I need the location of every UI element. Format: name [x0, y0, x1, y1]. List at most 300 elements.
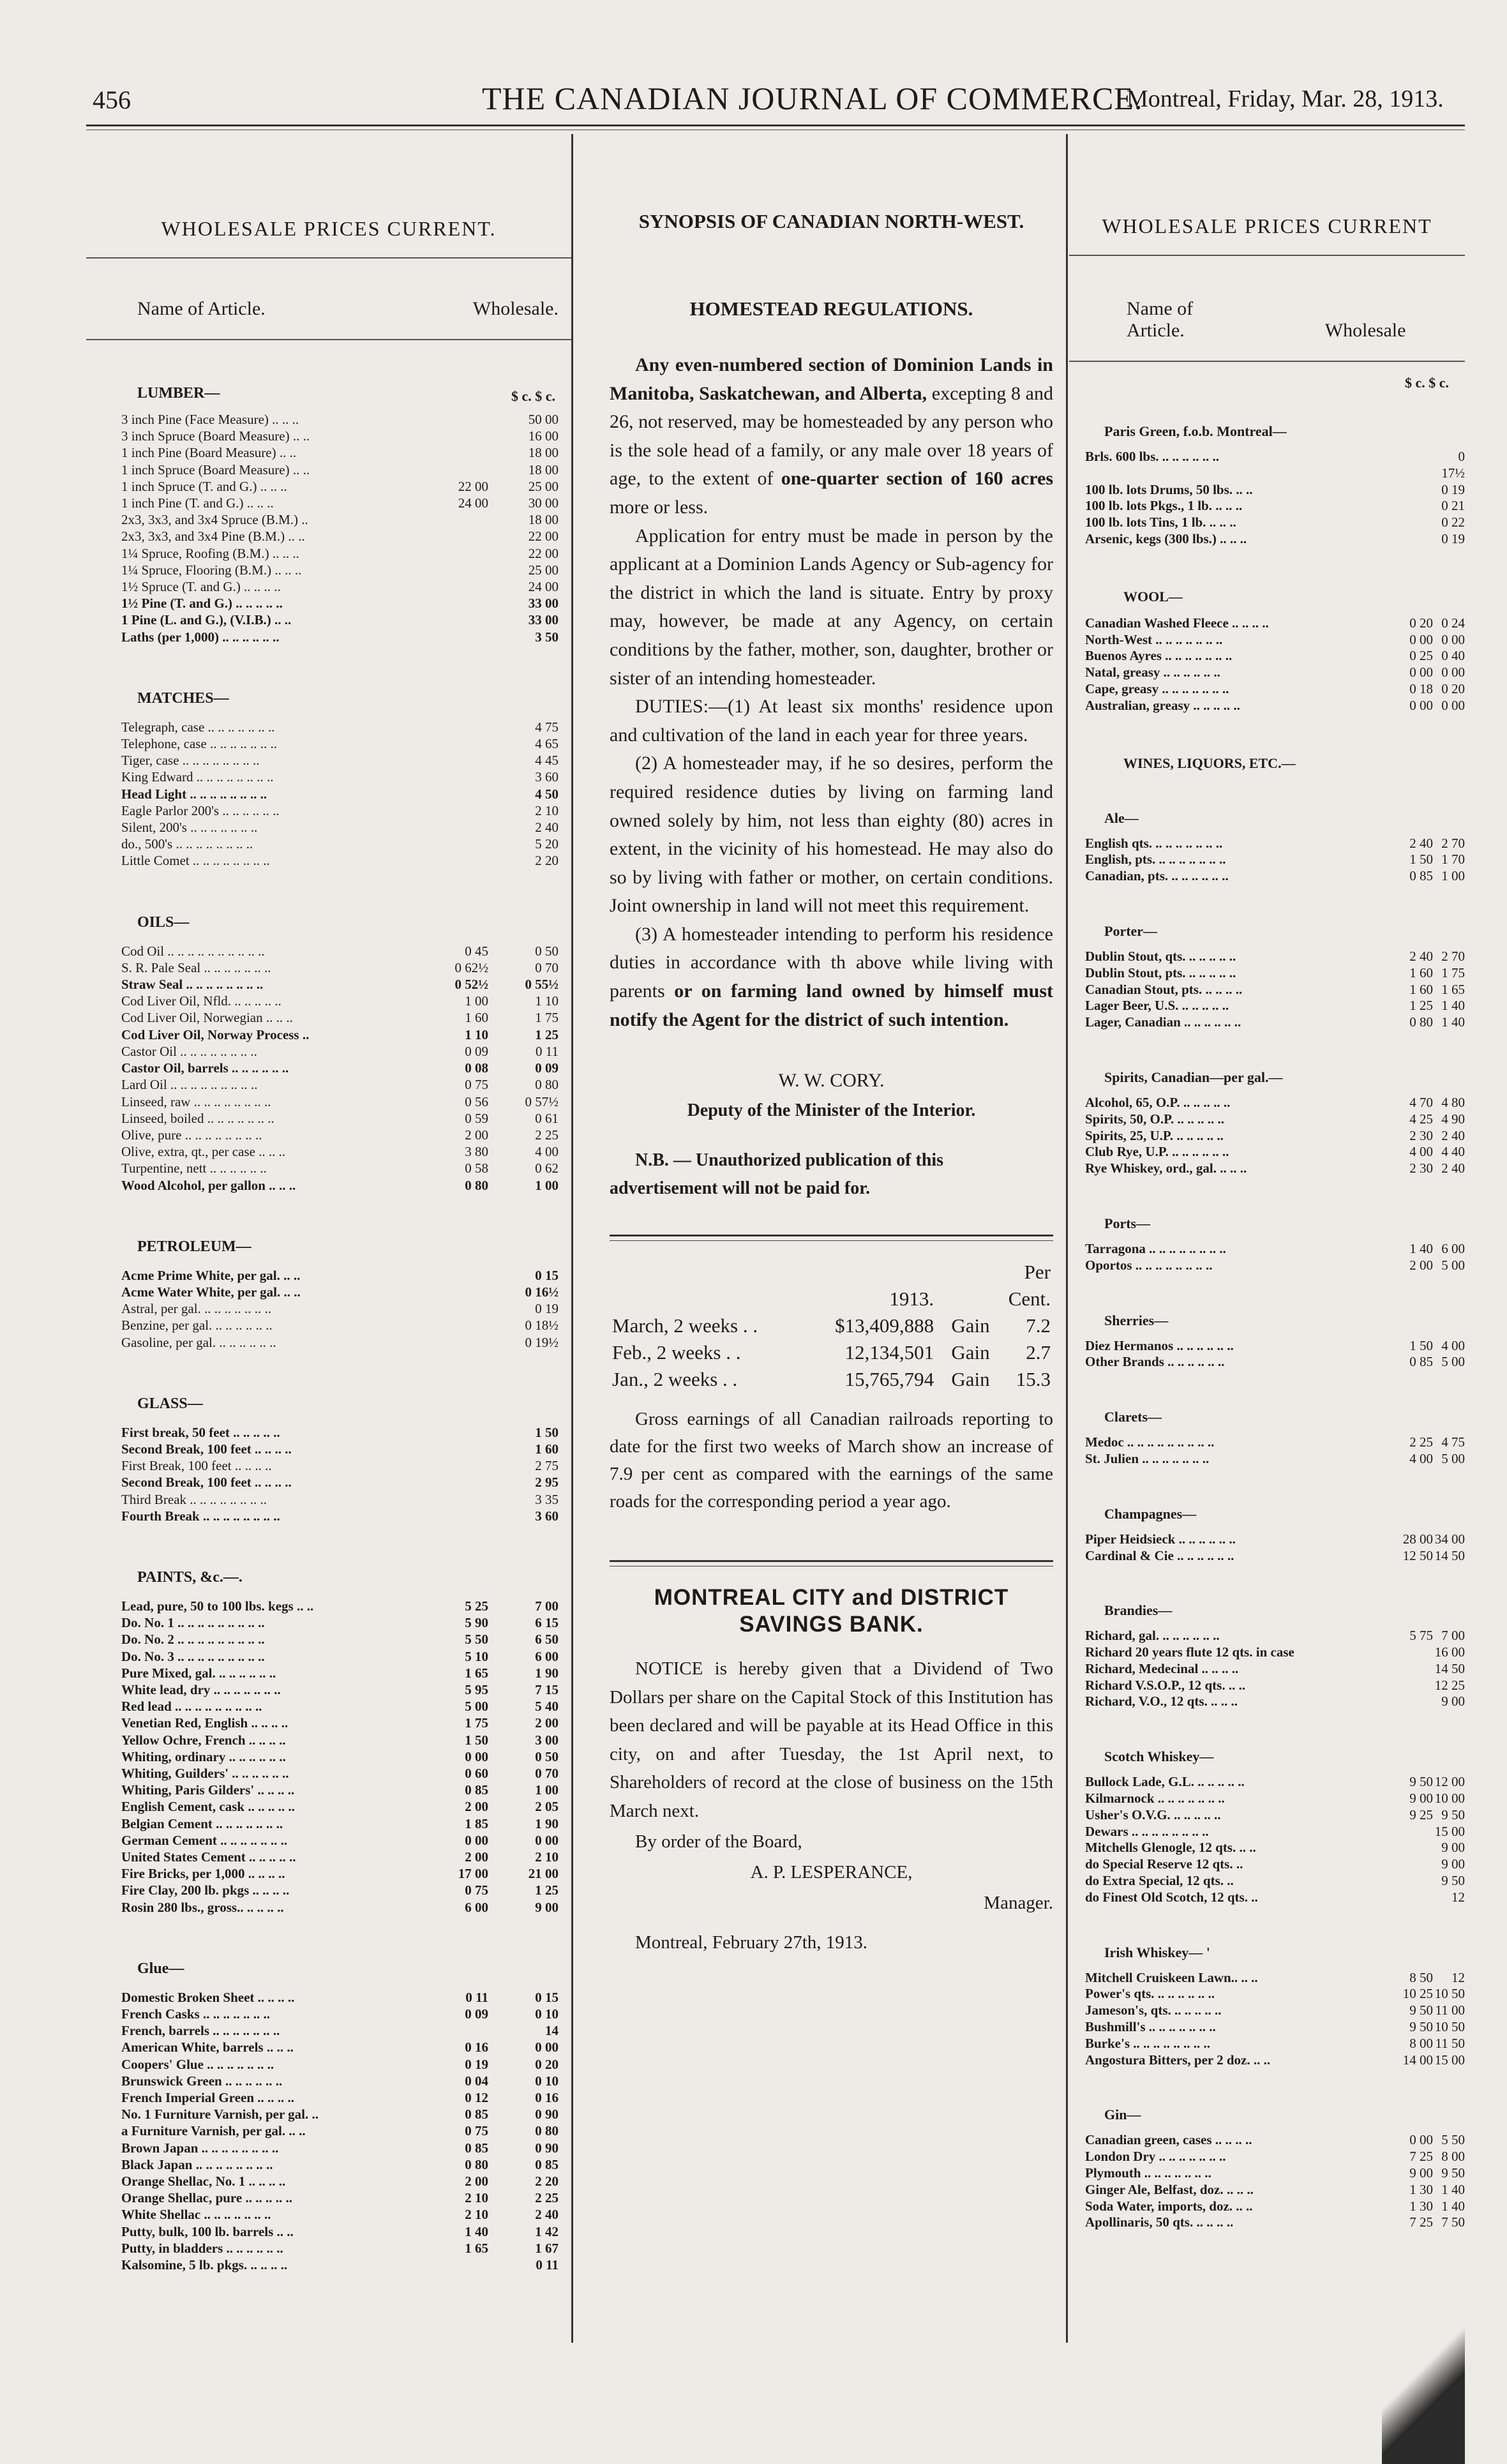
article-name: Whiting, Guilders' .. .. .. .. .. .. — [121, 1765, 289, 1781]
article-name: Richard, V.O., 12 qts. .. .. .. — [1085, 1694, 1238, 1709]
price-value: 0 10 — [535, 2006, 559, 2022]
signer-name: A. P. LESPERANCE, — [750, 1862, 913, 1883]
price-value — [418, 411, 488, 428]
price-value: 0 17½ — [1441, 449, 1465, 481]
right-price-row — [1085, 1014, 1465, 1031]
article-name: Olive, pure .. .. .. .. .. .. .. .. — [121, 1127, 262, 1143]
article-name: Cod Oil .. .. .. .. .. .. .. .. .. .. — [121, 943, 265, 959]
price-value — [1388, 1856, 1433, 1873]
price-value — [418, 612, 488, 628]
article-name: Canadian, pts. .. .. .. .. .. .. — [1085, 868, 1229, 884]
article-name: English qts. .. .. .. .. .. .. .. — [1085, 835, 1223, 851]
article-name: 3 inch Spruce (Board Measure) .. .. — [121, 428, 310, 444]
article-name: Castor Oil, barrels .. .. .. .. .. .. — [121, 1060, 289, 1076]
nb-notice: N.B. — Unauthorized publication of this advertisement will not be paid for. — [610, 1150, 944, 1199]
price-row — [121, 943, 559, 959]
price-row — [121, 1865, 559, 1882]
price-value: 1 40 — [1441, 2181, 1465, 2197]
article-name: do Special Reserve 12 qts. .. — [1085, 1856, 1243, 1872]
article-name: French Imperial Green .. .. .. .. — [121, 2090, 295, 2106]
price-value: 1 60 — [1409, 965, 1433, 980]
article-name: Canadian green, cases .. .. .. .. — [1085, 2132, 1252, 2148]
article-name: 3 inch Pine (Face Measure) .. .. .. — [121, 412, 299, 427]
price-row — [121, 1284, 559, 1300]
price-value: 0 18 — [1409, 680, 1433, 696]
left-section-title: MATCHES— — [137, 689, 229, 707]
price-value: 0 85 — [1409, 868, 1433, 884]
price-value — [418, 562, 488, 578]
article-name: Mitchell Cruiskeen Lawn.. .. .. — [1085, 1969, 1258, 1985]
right-price-row — [1085, 852, 1465, 868]
article-name: No. 1 Furniture Varnish, per gal. .. — [121, 2107, 319, 2122]
right-price-row — [1085, 1970, 1465, 1987]
earnings-cell: March, 2 weeks . . — [612, 1314, 758, 1337]
price-row — [121, 2122, 559, 2139]
article-name: Laths (per 1,000) .. .. .. .. .. .. — [121, 629, 280, 645]
price-value: 0 00 — [535, 1832, 559, 1848]
price-row — [121, 2240, 559, 2257]
right-price-row — [1085, 1241, 1465, 1258]
price-value — [418, 819, 488, 836]
price-row — [121, 2006, 559, 2022]
price-list — [86, 1598, 571, 1916]
header-rule — [86, 124, 1465, 126]
price-value: 0 19 — [1441, 481, 1465, 497]
right-subheading-rule — [1069, 361, 1465, 362]
board-order: By order of the Board, — [635, 1831, 802, 1852]
price-value: 0 19 — [465, 2056, 488, 2072]
price-value: 1 90 — [535, 1665, 559, 1681]
price-value: 4 00 — [1409, 1450, 1433, 1466]
signature-title: Deputy of the Minister of the Interior. — [687, 1101, 976, 1121]
earn-head-cent: Cent. — [1008, 1288, 1051, 1311]
homestead-subtitle: HOMESTEAD REGULATIONS. — [689, 297, 973, 320]
right-price-row — [1085, 982, 1465, 998]
price-value: 3 60 — [535, 769, 559, 785]
price-value: 1 30 — [1409, 2198, 1433, 2214]
price-value: 12 — [1451, 1889, 1465, 1905]
price-row — [121, 2140, 559, 2156]
price-value — [418, 1284, 488, 1300]
article-name: Castor Oil .. .. .. .. .. .. .. .. — [121, 1043, 257, 1059]
earn-head-year: 1913. — [889, 1288, 934, 1311]
price-value: 0 20 — [1441, 680, 1465, 696]
price-row — [121, 2039, 559, 2055]
article-name: Fire Clay, 200 lb. pkgs .. .. .. .. — [121, 1882, 290, 1898]
price-value: 0 00 — [465, 1748, 488, 1764]
column-divider-left — [571, 134, 573, 2343]
price-value: 0 16½ — [525, 1284, 559, 1300]
price-value: 1 75 — [535, 1010, 559, 1026]
right-price-row — [1085, 2132, 1465, 2149]
price-row — [121, 719, 559, 735]
price-row — [121, 1267, 559, 1284]
bank-notice-date: Montreal, February 27th, 1913. — [635, 1932, 868, 1953]
price-value: 2 70 — [1441, 948, 1465, 964]
price-value: 0 75 — [465, 2123, 488, 2139]
article-name: Fire Bricks, per 1,000 .. .. .. .. — [121, 1866, 285, 1882]
price-value: 33 00 — [528, 596, 559, 612]
price-value: 0 85 — [465, 1782, 488, 1798]
price-row — [121, 1127, 559, 1143]
price-value: 1 40 — [1441, 998, 1465, 1014]
article-name: German Cement .. .. .. .. .. .. .. — [121, 1832, 288, 1848]
price-value: 2 20 — [535, 2174, 559, 2190]
price-value: 0 80 — [465, 1177, 488, 1193]
article-name: Bushmill's .. .. .. .. .. .. .. — [1085, 2019, 1216, 2035]
article-name: United States Cement .. .. .. .. .. — [121, 1849, 296, 1865]
article-name: Acme Water White, per gal. .. .. — [121, 1284, 301, 1300]
right-price-row — [1085, 998, 1465, 1014]
signer-title: Manager. — [984, 1893, 1053, 1914]
price-value: 7 25 — [1409, 2214, 1433, 2230]
article-name: North-West .. .. .. .. .. .. .. — [1085, 631, 1223, 647]
article-name: St. Julien .. .. .. .. .. .. .. — [1085, 1450, 1210, 1466]
homestead-duties: DUTIES:—(1) At least six months' residence upon and cultivation of the land in each year for three years. — [610, 696, 1053, 746]
unit-header: $ c. $ c. — [511, 388, 555, 404]
article-name: 1½ Spruce (T. and G.) .. .. .. .. — [121, 579, 281, 595]
price-row — [121, 1143, 559, 1160]
price-row — [121, 1665, 559, 1681]
right-price-row — [1085, 2214, 1465, 2231]
price-row — [121, 735, 559, 752]
price-value: 0 61 — [535, 1110, 559, 1126]
price-value: 1 10 — [535, 993, 559, 1009]
price-value: 0 62½ — [454, 959, 488, 975]
price-row — [121, 769, 559, 785]
price-row — [121, 528, 559, 545]
price-value: 18 00 — [528, 512, 559, 528]
right-price-row — [1085, 1434, 1465, 1451]
price-value: 4 45 — [535, 753, 559, 769]
price-value: 14 — [545, 2023, 559, 2039]
right-price-row — [1085, 1840, 1465, 1856]
article-name: do., 500's .. .. .. .. .. .. .. .. — [121, 836, 253, 852]
price-value: 7 25 — [1409, 2149, 1433, 2165]
price-value: 0 00 — [1409, 2132, 1433, 2148]
earnings-table — [610, 1259, 1053, 1393]
article-name: Brown Japan .. .. .. .. .. .. .. .. — [121, 2140, 279, 2156]
right-price-row — [1085, 1986, 1465, 2002]
price-value: 9 00 — [1409, 1791, 1433, 1807]
article-name: Oportos .. .. .. .. .. .. .. .. — [1085, 1257, 1213, 1273]
price-value: 24 00 — [528, 579, 559, 595]
article-name: Arsenic, kegs (300 lbs.) .. .. .. — [1085, 530, 1247, 546]
article-name: Orange Shellac, pure .. .. .. .. .. — [121, 2190, 292, 2206]
right-price-row — [1085, 965, 1465, 982]
article-name: Rye Whiskey, ord., gal. .. .. .. — [1085, 1161, 1247, 1176]
price-value: 0 18½ — [525, 1318, 559, 1333]
article-name: Spirits, 25, U.P. .. .. .. .. .. — [1085, 1127, 1224, 1143]
article-name: Tarragona .. .. .. .. .. .. .. .. — [1085, 1240, 1226, 1256]
price-value: 5 10 — [465, 1648, 488, 1664]
price-value — [1388, 482, 1433, 499]
price-value: 22 00 — [528, 545, 559, 561]
price-value: 2 10 — [465, 2190, 488, 2206]
price-value: 1 40 — [1409, 1240, 1433, 1256]
price-value: 0 56 — [465, 1093, 488, 1109]
price-value: 2 00 — [465, 2174, 488, 2190]
price-value — [418, 578, 488, 595]
price-value: 0 15 — [535, 1267, 559, 1283]
price-value: 0 55½ — [525, 977, 559, 993]
price-value: 2 40 — [535, 2207, 559, 2223]
price-value: 0 45 — [465, 943, 488, 959]
price-value: 9 00 — [1441, 1694, 1465, 1709]
article-name: 1¼ Spruce, Flooring (B.M.) .. .. .. — [121, 562, 302, 578]
price-row — [121, 595, 559, 612]
price-row — [121, 2257, 559, 2273]
price-row — [121, 1317, 559, 1333]
price-value: 5 90 — [465, 1615, 488, 1631]
price-row — [121, 2173, 559, 2190]
right-price-row — [1085, 1161, 1465, 1177]
price-row — [121, 1009, 559, 1026]
price-value: 9 00 — [1441, 1856, 1465, 1872]
article-name: Ginger Ale, Belfast, doz. .. .. .. — [1085, 2181, 1254, 2197]
article-name: Richard, Medecinal .. .. .. .. — [1085, 1660, 1239, 1676]
earnings-cell: 12,134,501 — [844, 1341, 934, 1364]
price-value: 12 25 — [1434, 1677, 1465, 1693]
price-row — [121, 1882, 559, 1898]
price-row — [121, 1698, 559, 1715]
earnings-cell: 7.2 — [1026, 1314, 1051, 1337]
right-price-row — [1085, 665, 1465, 681]
price-value: 7 00 — [1441, 1628, 1465, 1644]
article-name: Australian, greasy .. .. .. .. .. — [1085, 697, 1240, 713]
price-value: 1 65 — [465, 1665, 488, 1681]
price-value: 5 95 — [465, 1681, 488, 1697]
price-row — [121, 511, 559, 528]
price-row — [121, 444, 559, 461]
article-name: do Extra Special, 12 qts. .. — [1085, 1873, 1234, 1889]
earnings-cell: Gain — [951, 1341, 990, 1364]
price-value: 24 00 — [458, 495, 488, 511]
price-row — [121, 959, 559, 976]
right-price-row — [1085, 1095, 1465, 1111]
article-name: Lager, Canadian .. .. .. .. .. .. — [1085, 1014, 1241, 1030]
price-row — [121, 976, 559, 993]
right-group-title: WINES, LIQUORS, ETC.— — [1123, 755, 1296, 771]
price-value: 22 00 — [458, 478, 488, 494]
price-row — [121, 1026, 559, 1043]
price-value — [1388, 1661, 1433, 1678]
price-value: 5 40 — [535, 1699, 559, 1715]
earnings-cell: Gain — [951, 1314, 990, 1337]
price-value: 2 40 — [535, 820, 559, 836]
article-name: French, barrels .. .. .. .. .. .. .. — [121, 2023, 280, 2039]
right-group-title: Clarets— — [1104, 1409, 1162, 1425]
price-value: 25 00 — [528, 478, 559, 494]
price-value: 6 50 — [535, 1632, 559, 1648]
right-price-row — [1085, 1889, 1465, 1906]
price-value — [418, 735, 488, 752]
article-name: Do. No. 1 .. .. .. .. .. .. .. .. .. — [121, 1615, 265, 1631]
price-value: 5 50 — [465, 1632, 488, 1648]
article-name: First break, 50 feet .. .. .. .. .. — [121, 1424, 280, 1440]
price-value: 28 00 — [1402, 1531, 1433, 1547]
article-name: English, pts. .. .. .. .. .. .. .. — [1085, 852, 1226, 868]
right-price-row — [1085, 868, 1465, 885]
right-price-row — [1085, 498, 1465, 515]
article-name: Kilmarnock .. .. .. .. .. .. .. — [1085, 1791, 1225, 1807]
price-value: 1 75 — [1441, 965, 1465, 980]
price-value: 50 00 — [528, 412, 559, 427]
price-value: 4 80 — [1441, 1094, 1465, 1110]
right-price-row — [1085, 449, 1465, 482]
left-section-title: GLASS— — [137, 1395, 203, 1412]
price-value: 9 50 — [1409, 1774, 1433, 1790]
price-value: 6 15 — [535, 1615, 559, 1631]
price-value: 0 20 — [535, 2056, 559, 2072]
price-value: 30 00 — [528, 495, 559, 511]
article-name: Venetian Red, English .. .. .. .. — [121, 1715, 289, 1731]
price-row — [121, 562, 559, 578]
price-value: 14 50 — [1434, 1660, 1465, 1676]
price-row — [121, 1334, 559, 1351]
price-row — [121, 786, 559, 802]
article-name: Cod Liver Oil, Nfld. .. .. .. .. .. — [121, 993, 281, 1009]
price-value: 1 70 — [1441, 852, 1465, 868]
price-value: 0 90 — [535, 2140, 559, 2156]
earnings-cell: 15,765,794 — [844, 1368, 934, 1391]
article-name: White Shellac .. .. .. .. .. .. .. — [121, 2207, 271, 2223]
price-value: 0 80 — [535, 1077, 559, 1093]
article-name: 2x3, 3x3, and 3x4 Spruce (B.M.) .. — [121, 512, 308, 528]
article-name: Acme Prime White, per gal. .. .. — [121, 1267, 301, 1283]
homestead-paragraph-1: Any even-numbered section of Dominion Lands in Manitoba, Saskatchewan, and Alberta, excepting 8 and 26, not reserved, may be homesteaded by any person who is the sole head of a family, or any male over 18 years of age, to the extent of one-quarter section of 160 acres more or less. — [610, 354, 1054, 518]
price-value: 0 85 — [465, 2140, 488, 2156]
right-price-row — [1085, 1111, 1465, 1128]
price-value: 0 21 — [1441, 498, 1465, 514]
price-value: 2 30 — [1409, 1161, 1433, 1176]
article-name: Burke's .. .. .. .. .. .. .. .. — [1085, 2035, 1211, 2051]
price-value — [418, 511, 488, 528]
price-value: 5 00 — [1441, 1257, 1465, 1273]
price-row — [121, 612, 559, 628]
right-group-title: Gin— — [1104, 2107, 1141, 2123]
price-value — [418, 836, 488, 852]
price-row — [121, 1177, 559, 1194]
right-price-row — [1085, 2019, 1465, 2036]
price-value — [418, 1300, 488, 1317]
right-price-row — [1085, 515, 1465, 531]
price-row — [121, 1160, 559, 1176]
article-name: Belgian Cement .. .. .. .. .. .. .. — [121, 1815, 283, 1831]
price-value: 9 50 — [1409, 2002, 1433, 2018]
price-value: 15 00 — [1434, 2052, 1465, 2068]
article-name: Dublin Stout, pts. .. .. .. .. .. — [1085, 965, 1236, 980]
price-value: 3 60 — [535, 1508, 559, 1524]
price-value — [1388, 498, 1433, 515]
right-column-headers — [1069, 298, 1465, 342]
left-section-title: PETROLEUM— — [137, 1238, 251, 1255]
earnings-cell: Gain — [951, 1368, 990, 1391]
price-value: 0 40 — [1441, 648, 1465, 664]
article-name: Eagle Parlor 200's .. .. .. .. .. .. — [121, 802, 280, 818]
article-name: Whiting, Paris Gilders' .. .. .. .. — [121, 1782, 295, 1798]
price-row — [121, 2089, 559, 2106]
article-name: Angostura Bitters, per 2 doz. .. .. — [1085, 2052, 1271, 2068]
article-name: Telegraph, case .. .. .. .. .. .. .. — [121, 719, 275, 735]
price-row — [121, 1441, 559, 1457]
price-value — [418, 852, 488, 869]
price-value — [1388, 1873, 1433, 1889]
price-value: 0 50 — [535, 1748, 559, 1764]
price-value: 2 70 — [1441, 835, 1465, 851]
price-value: 7 50 — [1441, 2214, 1465, 2230]
article-name: 1 inch Pine (T. and G.) .. .. .. — [121, 495, 274, 511]
price-value: 14 00 — [1402, 2052, 1433, 2068]
right-price-row — [1085, 1628, 1465, 1644]
right-group-title: Sherries— — [1104, 1312, 1169, 1328]
article-name: Piper Heidsieck .. .. .. .. .. .. — [1085, 1531, 1236, 1547]
article-name: Telephone, case .. .. .. .. .. .. .. — [121, 736, 278, 752]
middle-column — [574, 134, 1066, 1957]
price-value: 1 50 — [535, 1424, 559, 1440]
right-price-row — [1085, 648, 1465, 665]
price-row — [121, 495, 559, 511]
price-value: 0 00 — [465, 1832, 488, 1848]
right-price-row — [1085, 1354, 1465, 1371]
article-name: 100 lb. lots Pkgs., 1 lb. .. .. .. — [1085, 498, 1243, 514]
article-name: First Break, 100 feet .. .. .. .. — [121, 1458, 272, 1474]
article-name: Brunswick Green .. .. .. .. .. .. — [121, 2073, 283, 2089]
price-value: 0 85 — [465, 2107, 488, 2122]
right-price-row — [1085, 1791, 1465, 1807]
price-value: 0 90 — [535, 2107, 559, 2122]
article-name: Black Japan .. .. .. .. .. .. .. .. — [121, 2156, 273, 2172]
price-list — [86, 943, 571, 1194]
homestead-paragraph-4: (2) A homesteader may, if he so desires, perform the required residence duties by living on farming land owned solely by him, not less than eighty (80) acres in extent, in the vicinity of his homestead. He may also do so by living with father or mother, on certain conditions. Joint ownership in land will not meet this requirement. — [610, 753, 1053, 917]
price-value: 21 00 — [528, 1866, 559, 1882]
article-name: Astral, per gal. .. .. .. .. .. .. .. — [121, 1301, 272, 1317]
section-double-rule-2 — [610, 1560, 1053, 1566]
price-value: 2 00 — [465, 1127, 488, 1143]
price-row — [121, 545, 559, 562]
price-row — [121, 819, 559, 836]
price-row — [121, 1989, 559, 2006]
article-name: Rosin 280 lbs., gross.. .. .. .. .. — [121, 1899, 284, 1915]
price-value: 0 58 — [465, 1161, 488, 1176]
price-value: 1 25 — [535, 1882, 559, 1898]
article-name: Little Comet .. .. .. .. .. .. .. .. — [121, 853, 270, 869]
article-name: Straw Seal .. .. .. .. .. .. .. .. — [121, 977, 264, 993]
price-value: 2 25 — [535, 2190, 559, 2206]
price-value: 0 00 — [1441, 665, 1465, 680]
earn-head-per: Per — [1024, 1261, 1051, 1284]
price-value: 5 00 — [465, 1699, 488, 1715]
price-value: 2 75 — [535, 1458, 559, 1474]
price-value: 0 09 — [535, 1060, 559, 1076]
price-value: 0 80 — [535, 2123, 559, 2139]
article-name: Domestic Broken Sheet .. .. .. .. — [121, 1989, 295, 2005]
article-name: 100 lb. lots Drums, 50 lbs. .. .. — [1085, 481, 1253, 497]
article-name: Cardinal & Cie .. .. .. .. .. .. — [1085, 1547, 1234, 1563]
article-name: Buenos Ayres .. .. .. .. .. .. .. — [1085, 648, 1233, 664]
article-name: Apollinaris, 50 qts. .. .. .. .. — [1085, 2214, 1234, 2230]
price-list — [86, 1267, 571, 1351]
price-list — [86, 1424, 571, 1524]
article-name: Mitchells Glenogle, 12 qts. .. .. — [1085, 1840, 1256, 1856]
left-subheading-rule — [86, 339, 571, 340]
price-value: 5 00 — [1441, 1450, 1465, 1466]
price-value: 0 15 — [535, 1989, 559, 2005]
earnings-cell: 15.3 — [1016, 1368, 1051, 1391]
article-name: Alcohol, 65, O.P. .. .. .. .. .. — [1085, 1094, 1231, 1110]
price-value — [418, 444, 488, 461]
price-value: 2 25 — [535, 1127, 559, 1143]
